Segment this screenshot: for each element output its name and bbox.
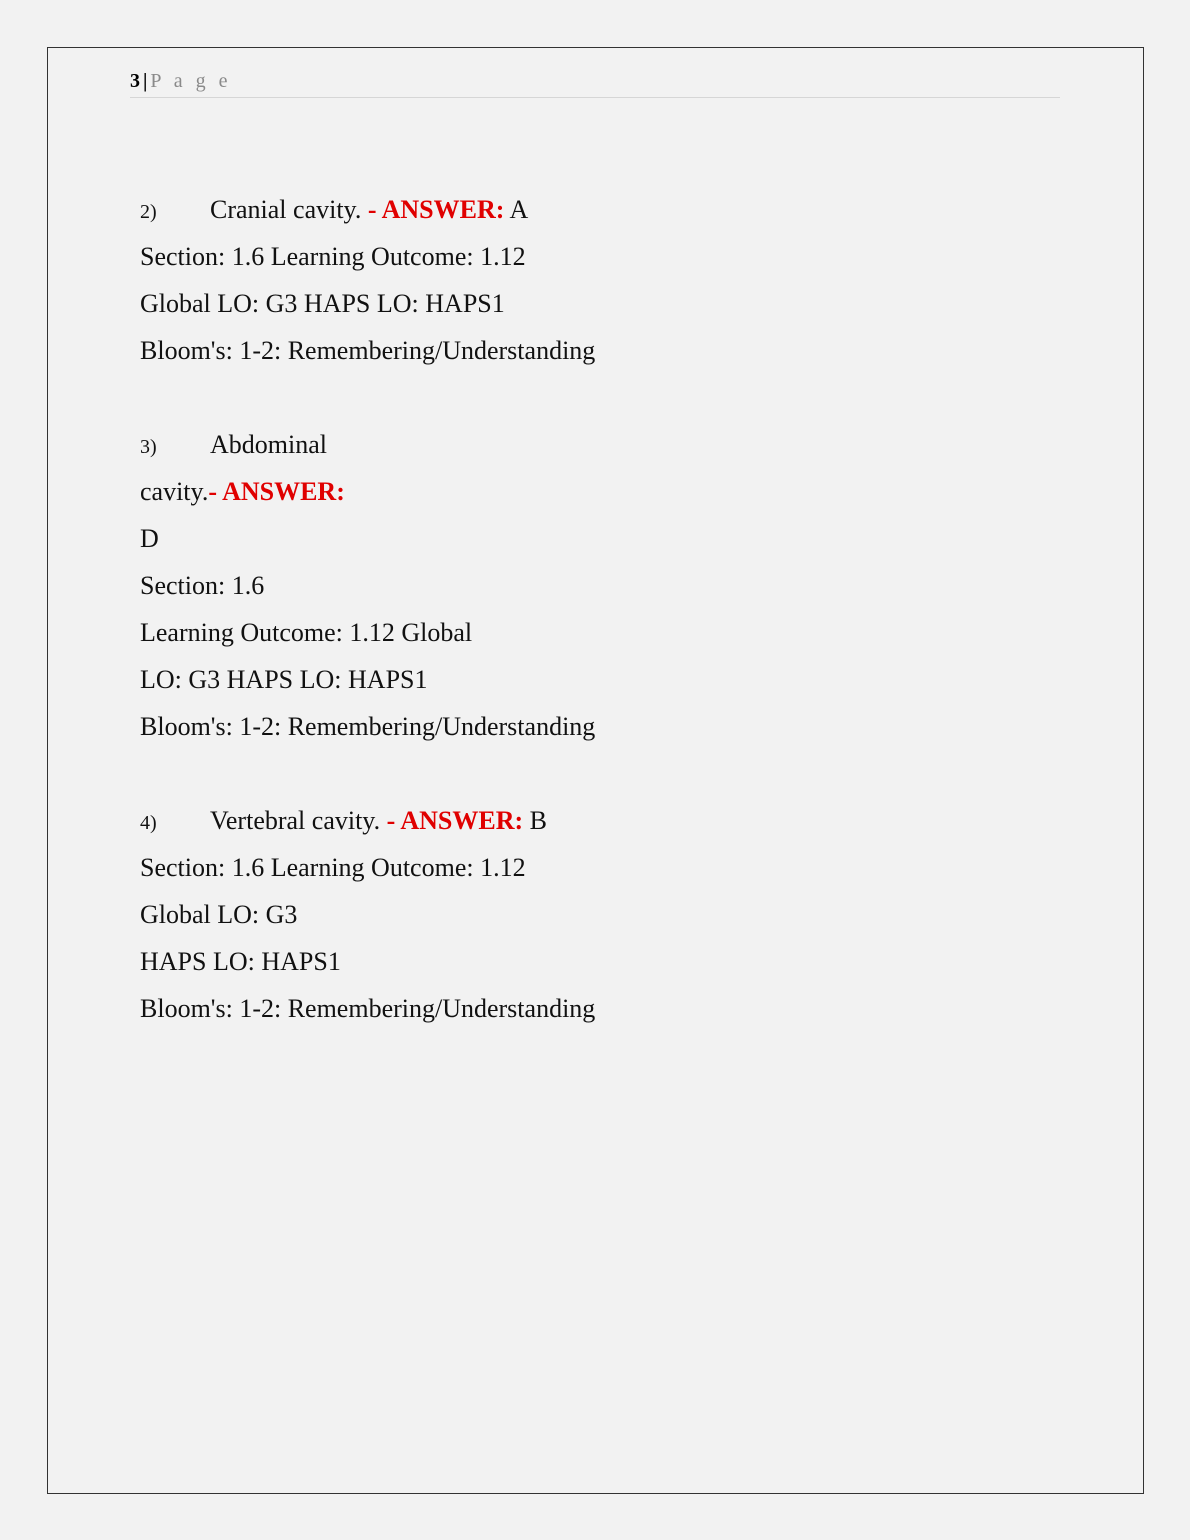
question-2-line	[140, 192, 1040, 239]
spacer	[140, 756, 1040, 803]
page-label: P a g e	[150, 70, 232, 92]
question-2-blooms: Bloom's: 1-2: Remembering/Understanding	[140, 336, 596, 365]
answer-label: - ANSWER:	[367, 195, 505, 224]
spacer	[140, 380, 1040, 427]
question-number: 2)	[140, 201, 157, 223]
answer-label: - ANSWER:	[386, 806, 524, 835]
question-2-lo: Global LO: G3 HAPS LO: HAPS1	[140, 289, 505, 318]
question-3-outcome: Learning Outcome: 1.12 Global	[140, 618, 473, 647]
question-3-lo: LO: G3 HAPS LO: HAPS1	[140, 665, 428, 694]
page-header	[130, 70, 1060, 98]
question-3-line	[140, 427, 1040, 474]
question-text: Vertebral cavity.	[210, 806, 387, 835]
document-body	[140, 192, 1040, 1038]
question-text-cont: cavity.	[140, 477, 209, 506]
question-4-blooms: Bloom's: 1-2: Remembering/Understanding	[140, 994, 596, 1023]
page-number: 3	[130, 70, 140, 92]
answer-value: D	[140, 524, 159, 553]
answer-label: - ANSWER:	[208, 477, 345, 506]
question-4-section: Section: 1.6 Learning Outcome: 1.12	[140, 853, 526, 882]
question-number: 4)	[140, 812, 157, 834]
question-4-line	[140, 803, 1040, 850]
question-4-global-lo: Global LO: G3	[140, 900, 298, 929]
answer-value: B	[523, 806, 547, 835]
header-separator: |	[143, 70, 148, 92]
answer-value: A	[504, 195, 529, 224]
question-number: 3)	[140, 436, 157, 458]
question-4-haps-lo: HAPS LO: HAPS1	[140, 947, 341, 976]
question-3-line-cont	[140, 474, 1040, 521]
question-3-section: Section: 1.6	[140, 571, 265, 600]
question-text: Abdominal	[210, 430, 327, 459]
question-2-section: Section: 1.6 Learning Outcome: 1.12	[140, 242, 526, 271]
question-3-blooms: Bloom's: 1-2: Remembering/Understanding	[140, 712, 596, 741]
question-text: Cranial cavity.	[210, 195, 368, 224]
